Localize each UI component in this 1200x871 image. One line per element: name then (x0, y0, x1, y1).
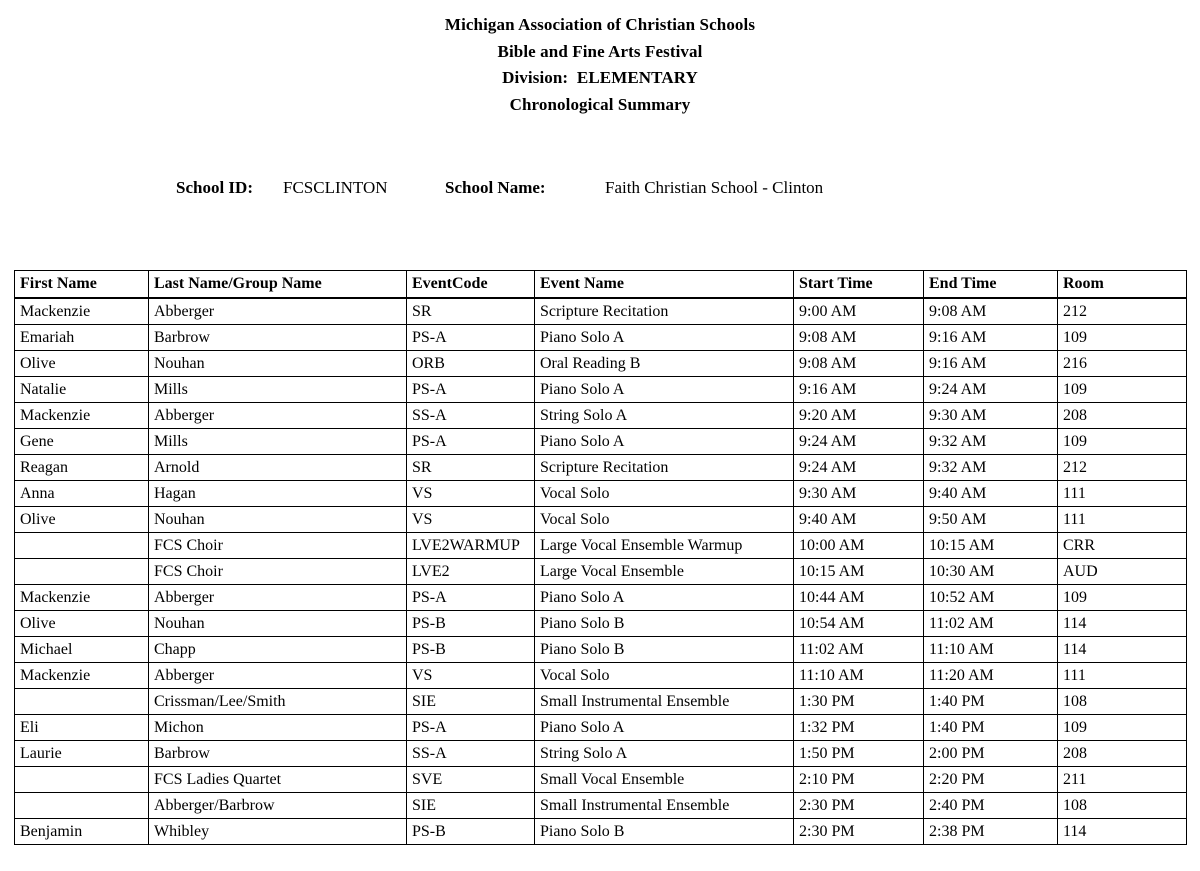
cell-start-time: 1:32 PM (794, 715, 924, 741)
cell-end-time: 9:24 AM (924, 377, 1058, 403)
cell-event-name: Vocal Solo (535, 663, 794, 689)
school-info-block (0, 178, 1200, 198)
cell-first-name: Mackenzie (15, 298, 149, 325)
schedule-table-container (0, 270, 1200, 845)
cell-last-name: Mills (149, 377, 407, 403)
cell-event-name: Vocal Solo (535, 507, 794, 533)
cell-room: 108 (1058, 793, 1187, 819)
cell-room: 109 (1058, 377, 1187, 403)
cell-last-name: FCS Choir (149, 559, 407, 585)
cell-event-code: LVE2 (407, 559, 535, 585)
cell-event-name: Piano Solo B (535, 819, 794, 845)
cell-last-name: Arnold (149, 455, 407, 481)
table-row (15, 325, 1187, 351)
cell-event-code: SIE (407, 793, 535, 819)
cell-event-code: PS-B (407, 637, 535, 663)
cell-event-name: Piano Solo A (535, 429, 794, 455)
cell-event-code: PS-A (407, 715, 535, 741)
cell-first-name: Reagan (15, 455, 149, 481)
cell-event-code: VS (407, 481, 535, 507)
table-row (15, 611, 1187, 637)
cell-first-name (15, 559, 149, 585)
cell-start-time: 9:08 AM (794, 351, 924, 377)
title-line-event: Bible and Fine Arts Festival (497, 41, 703, 61)
cell-start-time: 11:10 AM (794, 663, 924, 689)
cell-event-name: Scripture Recitation (535, 298, 794, 325)
cell-event-code: PS-B (407, 611, 535, 637)
cell-end-time: 9:40 AM (924, 481, 1058, 507)
cell-room: 111 (1058, 507, 1187, 533)
cell-start-time: 10:15 AM (794, 559, 924, 585)
cell-last-name: Abberger (149, 298, 407, 325)
cell-start-time: 9:16 AM (794, 377, 924, 403)
cell-event-code: SR (407, 298, 535, 325)
cell-start-time: 2:30 PM (794, 793, 924, 819)
cell-event-code: SR (407, 455, 535, 481)
cell-end-time: 9:32 AM (924, 429, 1058, 455)
cell-room: 208 (1058, 403, 1187, 429)
cell-room: 109 (1058, 585, 1187, 611)
cell-event-name: Piano Solo A (535, 715, 794, 741)
table-row (15, 377, 1187, 403)
cell-room: 211 (1058, 767, 1187, 793)
cell-end-time: 11:02 AM (924, 611, 1058, 637)
cell-last-name: FCS Ladies Quartet (149, 767, 407, 793)
cell-event-name: Piano Solo A (535, 325, 794, 351)
cell-first-name (15, 689, 149, 715)
column-header-room: Room (1058, 271, 1187, 299)
cell-event-name: String Solo A (535, 403, 794, 429)
table-row (15, 793, 1187, 819)
cell-last-name: Abberger (149, 403, 407, 429)
cell-event-code: PS-B (407, 819, 535, 845)
table-row (15, 559, 1187, 585)
table-row (15, 351, 1187, 377)
cell-room: 114 (1058, 819, 1187, 845)
cell-last-name: Hagan (149, 481, 407, 507)
table-header-row (15, 271, 1187, 299)
cell-start-time: 10:00 AM (794, 533, 924, 559)
table-row (15, 767, 1187, 793)
cell-event-code: PS-A (407, 585, 535, 611)
cell-end-time: 9:08 AM (924, 298, 1058, 325)
cell-event-name: String Solo A (535, 741, 794, 767)
title-line-division: Division: ELEMENTARY (502, 68, 698, 87)
cell-first-name: Michael (15, 637, 149, 663)
cell-room: 111 (1058, 663, 1187, 689)
school-name-value: Faith Christian School - Clinton (605, 178, 824, 197)
cell-event-name: Vocal Solo (535, 481, 794, 507)
cell-event-code: VS (407, 663, 535, 689)
cell-end-time: 9:16 AM (924, 325, 1058, 351)
table-row (15, 715, 1187, 741)
cell-first-name: Benjamin (15, 819, 149, 845)
cell-last-name: Nouhan (149, 507, 407, 533)
cell-event-name: Piano Solo B (535, 611, 794, 637)
cell-end-time: 10:15 AM (924, 533, 1058, 559)
cell-first-name: Emariah (15, 325, 149, 351)
column-header-first-name: First Name (15, 271, 149, 299)
cell-end-time: 9:32 AM (924, 455, 1058, 481)
cell-first-name (15, 793, 149, 819)
cell-last-name: Whibley (149, 819, 407, 845)
table-row (15, 637, 1187, 663)
table-row (15, 663, 1187, 689)
cell-end-time: 10:52 AM (924, 585, 1058, 611)
cell-start-time: 9:20 AM (794, 403, 924, 429)
cell-event-code: SVE (407, 767, 535, 793)
cell-event-name: Piano Solo B (535, 637, 794, 663)
cell-start-time: 1:50 PM (794, 741, 924, 767)
cell-room: 212 (1058, 455, 1187, 481)
cell-last-name: Michon (149, 715, 407, 741)
cell-event-name: Large Vocal Ensemble Warmup (535, 533, 794, 559)
cell-last-name: Abberger (149, 585, 407, 611)
cell-event-name: Piano Solo A (535, 585, 794, 611)
cell-event-code: PS-A (407, 325, 535, 351)
cell-first-name: Eli (15, 715, 149, 741)
cell-first-name: Olive (15, 507, 149, 533)
cell-room: 108 (1058, 689, 1187, 715)
cell-start-time: 9:30 AM (794, 481, 924, 507)
cell-room: 114 (1058, 637, 1187, 663)
schedule-table-body (15, 298, 1187, 845)
cell-last-name: Abberger/Barbrow (149, 793, 407, 819)
column-header-end-time: End Time (924, 271, 1058, 299)
table-row (15, 741, 1187, 767)
cell-event-name: Small Instrumental Ensemble (535, 793, 794, 819)
cell-last-name: Nouhan (149, 351, 407, 377)
cell-end-time: 11:20 AM (924, 663, 1058, 689)
cell-first-name (15, 533, 149, 559)
column-header-start-time: Start Time (794, 271, 924, 299)
title-line-report-type: Chronological Summary (509, 94, 691, 114)
cell-event-code: PS-A (407, 429, 535, 455)
cell-first-name: Olive (15, 611, 149, 637)
cell-start-time: 9:40 AM (794, 507, 924, 533)
cell-room: 208 (1058, 741, 1187, 767)
cell-start-time: 10:54 AM (794, 611, 924, 637)
cell-last-name: Chapp (149, 637, 407, 663)
column-header-last-name: Last Name/Group Name (149, 271, 407, 299)
cell-event-code: ORB (407, 351, 535, 377)
cell-first-name: Olive (15, 351, 149, 377)
cell-last-name: FCS Choir (149, 533, 407, 559)
cell-event-code: VS (407, 507, 535, 533)
table-row (15, 481, 1187, 507)
table-row (15, 403, 1187, 429)
cell-end-time: 2:40 PM (924, 793, 1058, 819)
report-title-block (0, 0, 1200, 118)
cell-room: 114 (1058, 611, 1187, 637)
cell-last-name: Crissman/Lee/Smith (149, 689, 407, 715)
cell-event-name: Piano Solo A (535, 377, 794, 403)
table-row (15, 689, 1187, 715)
cell-first-name: Mackenzie (15, 585, 149, 611)
cell-end-time: 9:50 AM (924, 507, 1058, 533)
cell-first-name (15, 767, 149, 793)
cell-end-time: 10:30 AM (924, 559, 1058, 585)
cell-last-name: Barbrow (149, 741, 407, 767)
cell-start-time: 9:08 AM (794, 325, 924, 351)
cell-end-time: 1:40 PM (924, 715, 1058, 741)
cell-start-time: 10:44 AM (794, 585, 924, 611)
table-row (15, 533, 1187, 559)
cell-event-code: SS-A (407, 403, 535, 429)
cell-last-name: Abberger (149, 663, 407, 689)
cell-last-name: Mills (149, 429, 407, 455)
cell-first-name: Natalie (15, 377, 149, 403)
table-row (15, 298, 1187, 325)
cell-start-time: 9:00 AM (794, 298, 924, 325)
cell-first-name: Gene (15, 429, 149, 455)
cell-start-time: 9:24 AM (794, 455, 924, 481)
cell-room: 109 (1058, 325, 1187, 351)
cell-first-name: Anna (15, 481, 149, 507)
cell-event-name: Small Instrumental Ensemble (535, 689, 794, 715)
cell-event-code: PS-A (407, 377, 535, 403)
cell-room: 109 (1058, 429, 1187, 455)
schedule-table (14, 270, 1187, 845)
cell-event-code: LVE2WARMUP (407, 533, 535, 559)
cell-room: 111 (1058, 481, 1187, 507)
cell-event-name: Large Vocal Ensemble (535, 559, 794, 585)
schedule-table-header (15, 271, 1187, 299)
cell-start-time: 11:02 AM (794, 637, 924, 663)
cell-event-code: SS-A (407, 741, 535, 767)
table-row (15, 429, 1187, 455)
cell-room: 109 (1058, 715, 1187, 741)
table-row (15, 455, 1187, 481)
column-header-event-name: Event Name (535, 271, 794, 299)
cell-end-time: 1:40 PM (924, 689, 1058, 715)
cell-event-name: Scripture Recitation (535, 455, 794, 481)
cell-room: 216 (1058, 351, 1187, 377)
column-header-event-code: EventCode (407, 271, 535, 299)
cell-end-time: 11:10 AM (924, 637, 1058, 663)
cell-first-name: Mackenzie (15, 663, 149, 689)
school-name-label: School Name: (445, 178, 546, 197)
cell-event-code: SIE (407, 689, 535, 715)
cell-start-time: 1:30 PM (794, 689, 924, 715)
cell-end-time: 2:20 PM (924, 767, 1058, 793)
title-line-organization: Michigan Association of Christian Schools (444, 15, 756, 34)
cell-last-name: Nouhan (149, 611, 407, 637)
school-id-value: FCSCLINTON (283, 178, 388, 197)
cell-start-time: 2:30 PM (794, 819, 924, 845)
cell-end-time: 9:16 AM (924, 351, 1058, 377)
cell-room: CRR (1058, 533, 1187, 559)
cell-first-name: Mackenzie (15, 403, 149, 429)
cell-event-name: Small Vocal Ensemble (535, 767, 794, 793)
school-id-label: School ID: (176, 178, 253, 197)
cell-end-time: 2:38 PM (924, 819, 1058, 845)
table-row (15, 585, 1187, 611)
cell-end-time: 2:00 PM (924, 741, 1058, 767)
cell-end-time: 9:30 AM (924, 403, 1058, 429)
cell-event-name: Oral Reading B (535, 351, 794, 377)
cell-last-name: Barbrow (149, 325, 407, 351)
table-row (15, 819, 1187, 845)
cell-room: 212 (1058, 298, 1187, 325)
cell-room: AUD (1058, 559, 1187, 585)
cell-first-name: Laurie (15, 741, 149, 767)
cell-start-time: 9:24 AM (794, 429, 924, 455)
cell-start-time: 2:10 PM (794, 767, 924, 793)
table-row (15, 507, 1187, 533)
